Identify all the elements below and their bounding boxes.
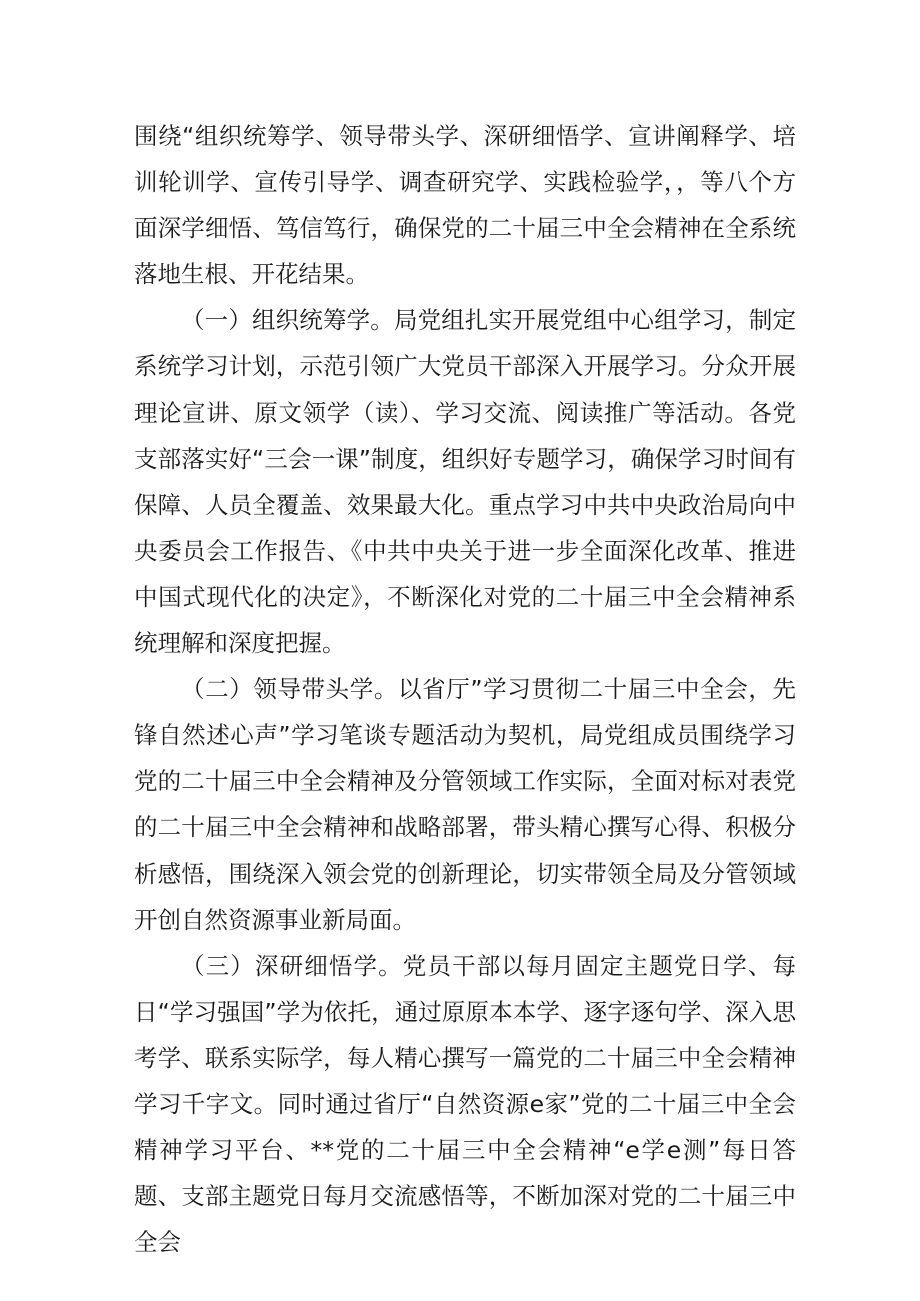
paragraph-section-1: （一）组织统筹学。局党组扎实开展党组中心组学习，制定系统学习计划，示范引领广大党员干部深入开展学习。分众开展理论宣讲、原文领学（读）、学习交流、阅读推广等活动。各党支部落实好“三会一课”制度，组织好专题学习，确保学习时间有保障、人员全覆盖、效果最大化。重点学习中共中央政治局向中央委员会工作报告、《中共中央关于进一步全面深化改革、推进中国式现代化的决定》，不断深化对党的二十届三中全会精神系统理解和深度把握。 xyxy=(134,306,796,658)
paragraph-intro: 围绕“组织统筹学、领导带头学、深研细悟学、宣讲阐释学、培训轮训学、宣传引导学、调查研究学、实践检验学，，等八个方面深学细悟、笃信笃行，确保党的二十届三中全会精神在全系统落地生根、开花结果。 xyxy=(134,122,796,289)
paragraph-section-3: （三）深研细悟学。党员干部以每月固定主题党日学、每日“学习强国”学为依托，通过原原本本学、逐字逐句学、深入思考学、联系实际学，每人精心撰写一篇党的二十届三中全会精神学习千字文。同时通过省厅“自然资源e家”党的二十届三中全会精神学习平台、**党的二十届三中全会精神“e学e测”每日答题、支部主题党日每月交流感悟等，不断加深对党的二十届三中全会 xyxy=(134,951,796,1257)
paragraph-section-2: （二）领导带头学。以省厅”学习贯彻二十届三中全会，先锋自然述心声”学习笔谈专题活动为契机，局党组成员围绕学习党的二十届三中全会精神及分管领域工作实际，全面对标对表党的二十届三中全会精神和战略部署，带头精心撰写心得、积极分析感悟，围绕深入领会党的创新理论，切实带领全局及分管领域开创自然资源事业新局面。 xyxy=(134,675,796,934)
